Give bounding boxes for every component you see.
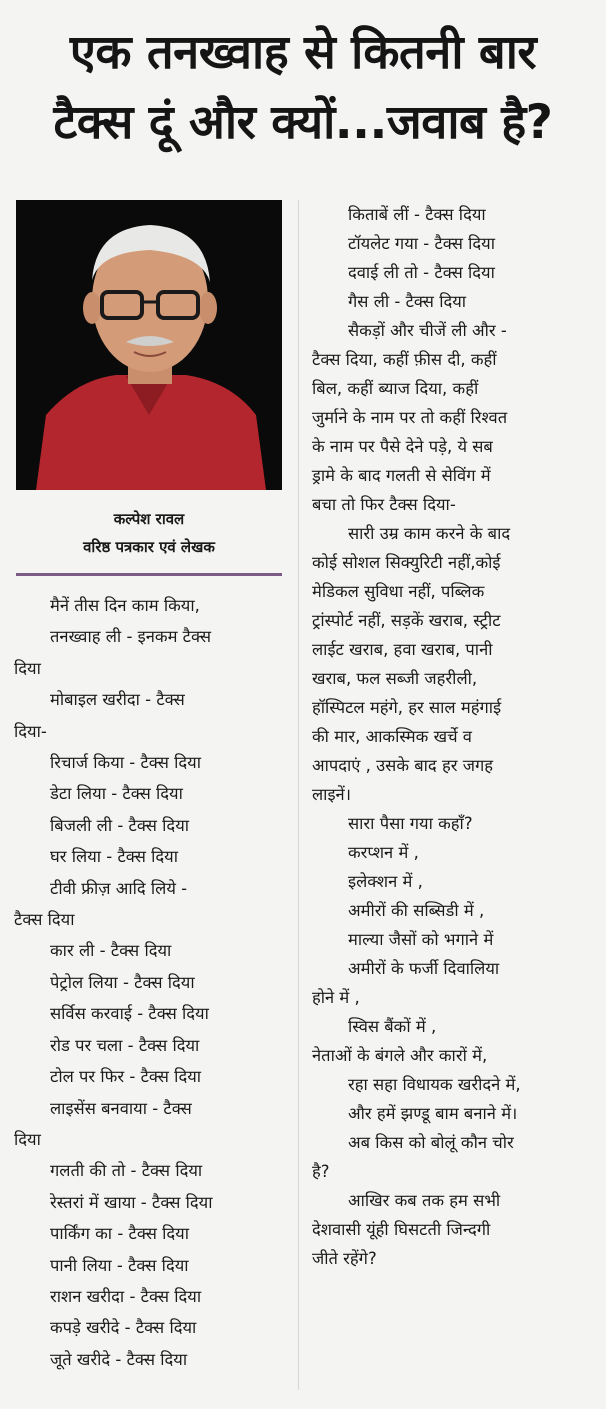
right-line: और हमें झण्डू बाम बनाने में। bbox=[348, 1104, 518, 1123]
right-line: देशवासी यूंही घिसटती जिन्दगी bbox=[312, 1220, 491, 1239]
right-line: माल्या जैसों को भगाने में bbox=[348, 930, 494, 949]
left-line: लाइसेंस बनवाया - टैक्स bbox=[50, 1098, 192, 1118]
column-divider bbox=[298, 200, 299, 1390]
right-line: के नाम पर पैसे देने पड़े, ये सब bbox=[312, 437, 493, 456]
left-line: रिचार्ज किया - टैक्स दिया bbox=[50, 753, 201, 773]
left-line: घर लिया - टैक्स दिया bbox=[50, 847, 178, 867]
right-column bbox=[312, 200, 596, 1273]
right-line: बिल, कहीं ब्याज दिया, कहीं bbox=[312, 379, 479, 398]
left-line: पेट्रोल लिया - टैक्स दिया bbox=[50, 972, 195, 992]
right-line: अमीरों की सब्सिडी में , bbox=[348, 901, 485, 920]
left-line: बिजली ली - टैक्स दिया bbox=[50, 815, 190, 835]
left-line: टीवी फ्रीज़ आदि लिये - bbox=[50, 878, 188, 898]
left-line: मैनें तीस दिन काम किया, bbox=[50, 596, 200, 615]
author-photo bbox=[16, 200, 282, 490]
left-line: राशन खरीदा - टैक्स दिया bbox=[50, 1286, 202, 1306]
right-line: टैक्स दिया, कहीं फ़ीस दी, कहीं bbox=[312, 350, 497, 369]
right-line: आखिर कब तक हम सभी bbox=[348, 1191, 501, 1210]
right-line: अब किस को बोलूं कौन चोर bbox=[348, 1133, 514, 1152]
right-line: रहा सहा विधायक खरीदने में, bbox=[348, 1075, 521, 1094]
right-line: टॉयलेट गया - टैक्स दिया bbox=[348, 234, 495, 253]
right-line: बचा तो फिर टैक्स दिया- bbox=[312, 495, 456, 514]
headline-line-1: एक तनख्वाह से कितनी बार bbox=[69, 25, 537, 80]
left-line: दिया bbox=[14, 658, 41, 678]
right-line: आपदाएं , उसके बाद हर जगह bbox=[312, 756, 493, 775]
right-line: जुर्माने के नाम पर तो कहीं रिश्वत bbox=[312, 408, 508, 427]
left-line: पार्किंग का - टैक्स दिया bbox=[50, 1224, 190, 1244]
left-line: तनख्वाह ली - इनकम टैक्स bbox=[50, 627, 212, 647]
right-line: लाइनें। bbox=[312, 785, 351, 804]
right-line: सारा पैसा गया कहाँ? bbox=[348, 814, 473, 833]
left-line: रेस्तरां में खाया - टैक्स दिया bbox=[50, 1192, 213, 1212]
right-line: सैकड़ों और चीजें ली और - bbox=[348, 321, 507, 340]
left-line: जूते खरीदे - टैक्स दिया bbox=[50, 1349, 188, 1369]
author-name: कल्पेश रावल bbox=[113, 510, 185, 528]
right-line: दवाई ली तो - टैक्स दिया bbox=[348, 263, 495, 282]
left-column bbox=[14, 590, 284, 1375]
right-line: नेताओं के बंगले और कारों में, bbox=[312, 1046, 488, 1065]
headline bbox=[0, 18, 606, 158]
right-line: स्विस बैंकों में , bbox=[348, 1017, 437, 1036]
right-line: किताबें लीं - टैक्स दिया bbox=[348, 205, 486, 224]
right-line: कोई सोशल सिक्युरिटी नहीं,कोई bbox=[312, 553, 501, 572]
right-line: सारी उम्र काम करने के बाद bbox=[348, 524, 511, 543]
right-line: अमीरों के फर्जी दिवालिया bbox=[348, 959, 500, 978]
right-line: करप्शन में , bbox=[348, 843, 419, 862]
right-line: ट्रांस्पोर्ट नहीं, सड़कें खराब, स्ट्रीट bbox=[312, 611, 501, 630]
author-byline bbox=[16, 505, 282, 561]
right-line: जीते रहेंगे? bbox=[312, 1249, 377, 1268]
left-line: पानी लिया - टैक्स दिया bbox=[50, 1255, 189, 1275]
left-line: टैक्स दिया bbox=[14, 910, 75, 930]
right-line: गैस ली - टैक्स दिया bbox=[348, 292, 467, 311]
left-line: मोबाइल खरीदा - टैक्स bbox=[50, 690, 185, 710]
left-line: सर्विस करवाई - टैक्स दिया bbox=[50, 1004, 209, 1024]
left-line: रोड पर चला - टैक्स दिया bbox=[50, 1035, 200, 1055]
left-line: डेटा लिया - टैक्स दिया bbox=[50, 784, 183, 804]
right-line: है? bbox=[312, 1162, 330, 1181]
headline-line-2: टैक्स दूं और क्यों...जवाब है? bbox=[53, 95, 553, 150]
author-role: वरिष्ठ पत्रकार एवं लेखक bbox=[83, 538, 215, 556]
right-line: खराब, फल सब्जी जहरीली, bbox=[312, 669, 478, 688]
right-line: की मार, आकस्मिक खर्चे व bbox=[312, 727, 472, 746]
right-line: लाईट खराब, हवा खराब, पानी bbox=[312, 640, 493, 659]
right-line: इलेक्शन में , bbox=[348, 872, 423, 891]
right-line: होने में , bbox=[312, 988, 360, 1007]
right-line: मेडिकल सुविधा नहीं, पब्लिक bbox=[312, 582, 485, 601]
left-line: टोल पर फिर - टैक्स दिया bbox=[50, 1067, 202, 1087]
left-line: दिया- bbox=[14, 721, 47, 741]
left-line: कपड़े खरीदे - टैक्स दिया bbox=[50, 1318, 197, 1338]
right-line: हॉस्पिटल महंगे, हर साल महंगाई bbox=[312, 698, 502, 717]
left-line: दिया bbox=[14, 1129, 41, 1149]
left-line: कार ली - टैक्स दिया bbox=[50, 941, 172, 961]
right-line: ड्रामे के बाद गलती से सेविंग में bbox=[312, 466, 491, 485]
divider-rule bbox=[16, 573, 282, 576]
left-line: गलती की तो - टैक्स दिया bbox=[50, 1161, 203, 1181]
